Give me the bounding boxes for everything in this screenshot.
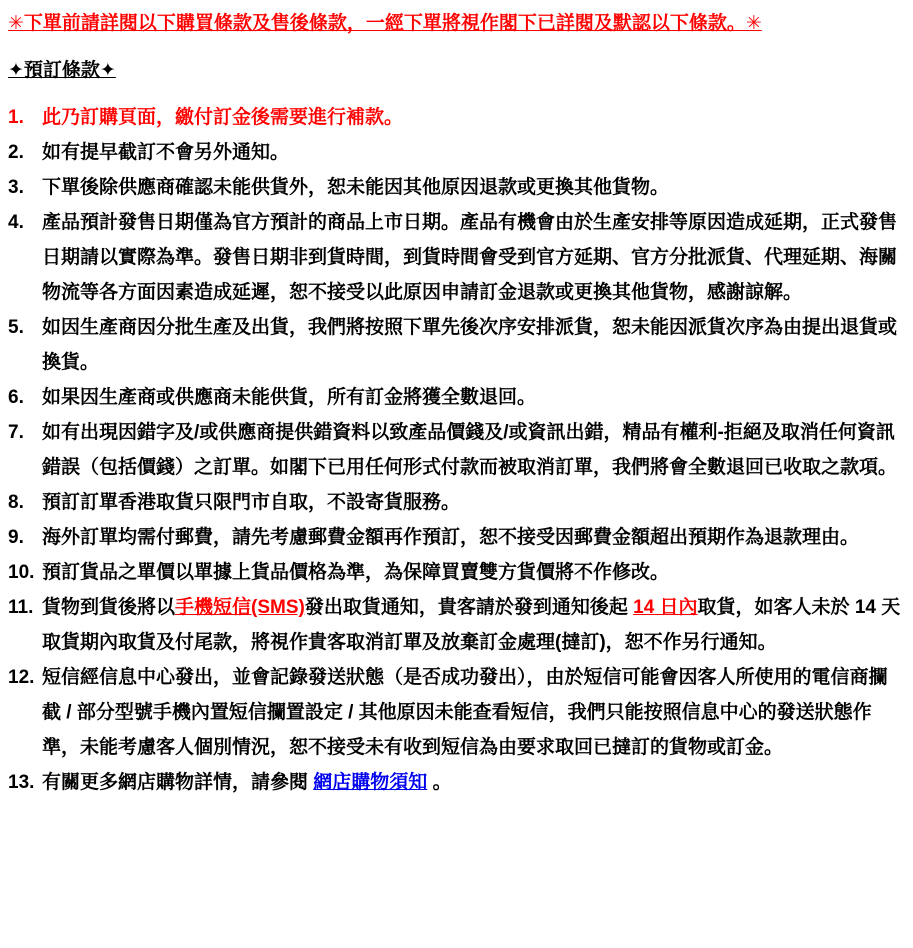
term-number: 2. [8,142,24,163]
term-item-12 [8,660,905,765]
term-text: 海外訂單均需付郵費，請先考慮郵費金額再作預訂，恕不接受因郵費金額超出預期作為退款理由。 [42,527,860,548]
store-shopping-guide-link[interactable]: 網店購物須知 [313,772,428,793]
term-number: 12. [8,667,35,688]
term-item-1 [8,100,905,135]
term-number: 6. [8,387,24,408]
term-text: 短信經信息中心發出，並會記錄發送狀態（是否成功發出），由於短信可能會因客人所使用的電信商攔截 / 部分型號手機內置短信攔置設定 / 其他原因未能查看短信，我們只能按照信息中心的發送狀態作準，未能考慮客人個別情況，恕不接受未有收到短信為由要求取回已撻訂的貨物或訂金。 [42,667,888,758]
preorder-terms-heading: ✦預訂條款✦ [8,60,116,81]
term-number: 4. [8,212,24,233]
term-text: 下單後除供應商確認未能供貨外，恕未能因其他原因退款或更換其他貨物。 [42,177,670,198]
term-text: 預訂貨品之單價以單據上貨品價格為準，為保障買賣雙方貨價將不作修改。 [42,562,670,583]
pickup-deadline-highlight: 14 日內 [633,597,698,618]
term-item-9 [8,520,905,555]
term-number: 5. [8,317,24,338]
term-text-segment: 貨物到貨後將以 [42,597,176,618]
term-text: 如有提早截訂不會另外通知。 [42,142,290,163]
term-text [42,765,905,800]
term-number: 9. [8,527,24,548]
preorder-terms-page [8,6,905,800]
term-item-11 [8,590,905,660]
term-item-13 [8,765,905,800]
term-text: 如因生產商因分批生產及出貨，我們將按照下單先後次序安排派貨，恕未能因派貨次序為由提出退貨或換貨。 [42,317,898,373]
term-text: 產品預計發售日期僅為官方預計的商品上市日期。產品有機會由於生產安排等原因造成延期，正式發售日期請以實際為準。發售日期非到貨時間，到貨時間會受到官方延期、官方分批派貨、代理延期、海關物流等各方面因素造成延遲，恕不接受以此原因申請訂金退款或更換其他貨物，感謝諒解。 [42,212,898,303]
term-item-2 [8,135,905,170]
term-text: 此乃訂購頁面，繳付訂金後需要進行補款。 [42,107,404,128]
term-number: 10. [8,562,35,583]
term-text-segment: 發出取貨通知，貴客請於發到通知後起 [304,597,634,618]
term-text-segment: 取貨，如客人未於 14 天取貨期內取貨及付尾款，將視作貴客取消訂單及放棄訂金處理(撻訂)，恕不作另行通知。 [42,597,901,653]
term-text-segment: 。 [427,772,452,793]
term-number: 13. [8,772,35,793]
term-text-segment: 有關更多網店購物詳情，請參閱 [42,772,314,793]
term-item-7 [8,415,905,485]
term-text: 如果因生產商或供應商未能供貨，所有訂金將獲全數退回。 [42,387,537,408]
term-item-6 [8,380,905,415]
term-text [42,590,905,660]
terms-list [8,100,905,800]
term-number: 11. [8,597,34,618]
term-number: 7. [8,422,24,443]
term-item-3 [8,170,905,205]
sms-highlight: 手機短信(SMS) [175,597,305,618]
term-number: 3. [8,177,24,198]
term-item-5 [8,310,905,380]
term-item-10 [8,555,905,590]
term-text: 如有出現因錯字及/或供應商提供錯資料以致產品價錢及/或資訊出錯，精品有權利-拒絕及取消任何資訊錯誤（包括價錢）之訂單。如閣下已用任何形式付款而被取消訂單，我們將會全數退回已收取之款項。 [42,422,898,478]
purchase-notice-heading: ✳下單前請詳閱以下購買條款及售後條款，一經下單將視作閣下已詳閱及默認以下條款。✳ [8,13,762,34]
term-item-4 [8,205,905,310]
term-text: 預訂訂單香港取貨只限門市自取，不設寄貨服務。 [42,492,461,513]
term-number: 8. [8,492,24,513]
term-item-8 [8,485,905,520]
term-number: 1. [8,107,24,128]
